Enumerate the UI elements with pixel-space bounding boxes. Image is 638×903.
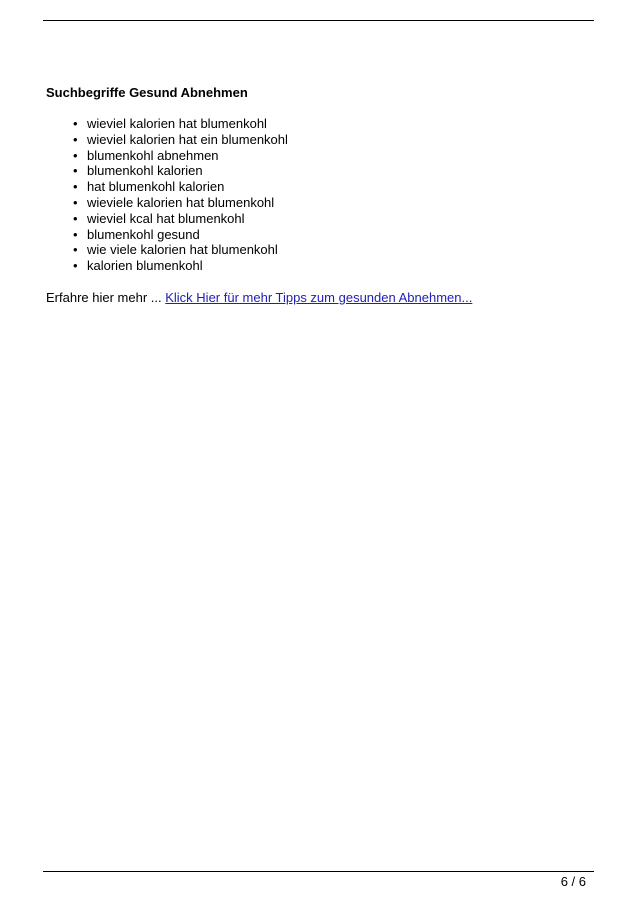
bullet-icon: •: [73, 147, 78, 163]
list-item-text: blumenkohl gesund: [87, 226, 200, 242]
bullet-icon: •: [73, 131, 78, 147]
section-title: Suchbegriffe Gesund Abnehmen: [46, 85, 248, 100]
bullet-icon: •: [73, 163, 78, 179]
list-item-text: blumenkohl abnehmen: [87, 147, 219, 163]
list-item-text: wieviel kalorien hat blumenkohl: [87, 116, 267, 131]
bullet-icon: •: [73, 179, 78, 195]
bullet-icon: •: [73, 242, 78, 258]
list-item-text: hat blumenkohl kalorien: [87, 179, 225, 195]
list-item: [73, 258, 594, 274]
list-item: [73, 163, 594, 179]
list-item: [73, 242, 594, 258]
document-body: [46, 85, 594, 306]
list-item-text: kalorien blumenkohl: [87, 258, 203, 274]
list-item-text: wieviel kalorien hat ein blumenkohl: [87, 131, 288, 147]
bullet-icon: •: [73, 194, 78, 210]
tips-link[interactable]: Klick Hier für mehr Tipps zum gesunden Abnehmen...: [165, 289, 473, 305]
bullet-icon: •: [73, 116, 78, 131]
bullet-icon: •: [73, 258, 78, 274]
list-item: [73, 179, 594, 195]
list-item-text: wieviel kcal hat blumenkohl: [87, 210, 245, 226]
bullet-icon: •: [73, 226, 78, 242]
more-info-prefix: Erfahre hier mehr ...: [46, 289, 162, 305]
list-item: [73, 211, 594, 227]
list-item: [73, 227, 594, 243]
page-number: 6 / 6: [560, 874, 586, 889]
search-terms-list: [46, 116, 594, 274]
bullet-icon: •: [73, 210, 78, 226]
list-item-text: wieviele kalorien hat blumenkohl: [87, 194, 275, 210]
list-item-text: wie viele kalorien hat blumenkohl: [87, 242, 278, 258]
list-item: [73, 195, 594, 211]
list-item-text: blumenkohl kalorien: [87, 163, 203, 179]
footer-rule: [43, 871, 594, 872]
more-info-line: [46, 290, 594, 306]
list-item: [73, 148, 594, 164]
list-item: [73, 116, 594, 132]
list-item: [73, 132, 594, 148]
header-rule: [43, 20, 594, 21]
